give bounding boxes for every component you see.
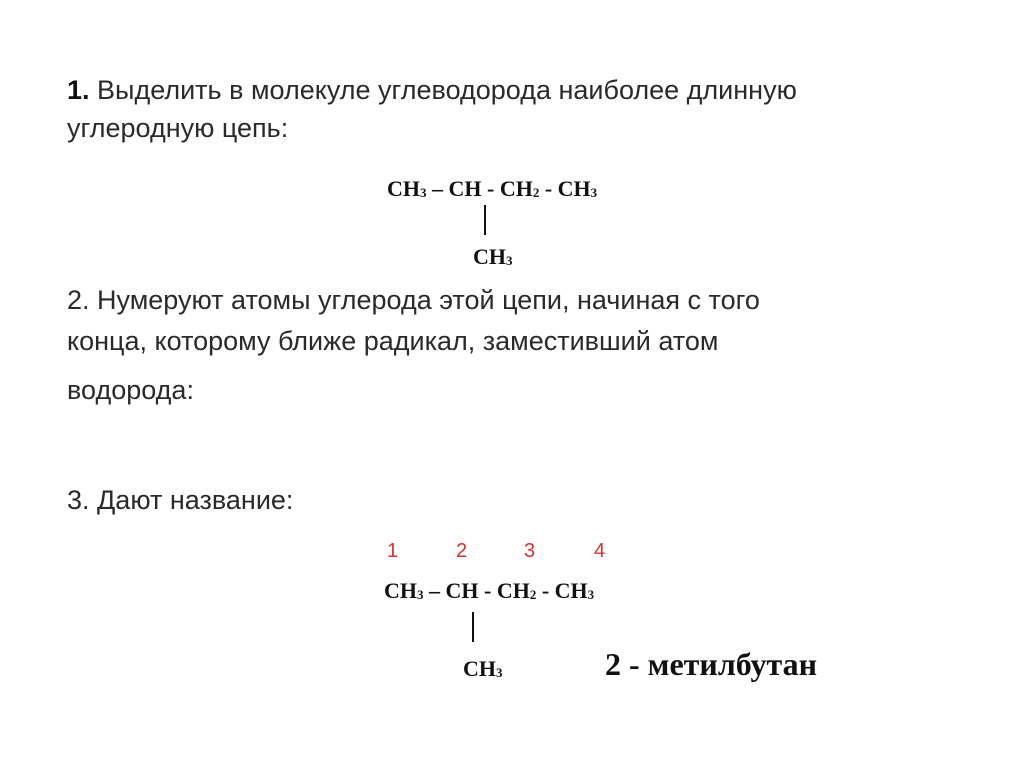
formula1-chain: - CH (539, 176, 591, 201)
step1-number: 1. (67, 75, 90, 105)
step1-text: Выделить в молекуле углеводорода наиболее длинную (97, 75, 797, 105)
formula2-chain: – CH - CH (423, 578, 530, 603)
formula1-branch (473, 244, 513, 270)
atom-number-2: 2 (456, 540, 468, 562)
formula2-branch-atom: CH (463, 656, 496, 681)
compound-name: 2 - метилбутан (605, 646, 818, 682)
formula1-branch-subscript: 3 (506, 253, 513, 268)
step2-line3: водорода: (67, 375, 194, 405)
atom-number-3: 3 (524, 540, 536, 562)
formula1-main-chain (387, 176, 597, 202)
formula2-subscript: 2 (529, 587, 537, 602)
step1-line1 (67, 74, 797, 106)
step2-line2: конца, которому ближе радикал, заместивший атом (67, 326, 719, 356)
formula1-branch-bond (484, 205, 486, 235)
step1-line2: углеродную цепь: (67, 113, 289, 143)
formula1-branch-atom: CH (473, 244, 506, 269)
formula2-branch (463, 656, 503, 682)
formula2-atom: CH (384, 578, 417, 603)
formula1-subscript: 2 (532, 185, 540, 200)
formula2-branch-bond (472, 612, 474, 642)
atom-number-4: 4 (594, 540, 606, 562)
formula2-subscript: 3 (417, 587, 424, 602)
step3-line1: 3. Дают название: (67, 485, 294, 515)
formula1-chain: – CH - CH (426, 176, 533, 201)
step2-line1: 2. Нумеруют атомы углерода этой цепи, начиная с того (67, 285, 760, 315)
formula1-atom: CH (387, 176, 420, 201)
formula2-branch-subscript: 3 (496, 665, 503, 680)
formula1-subscript: 3 (590, 185, 598, 200)
formula2-subscript: 3 (587, 587, 595, 602)
atom-number-1: 1 (387, 540, 399, 562)
formula1-subscript: 3 (420, 185, 427, 200)
formula2-chain: - CH (536, 578, 588, 603)
formula2-main-chain (384, 578, 594, 604)
